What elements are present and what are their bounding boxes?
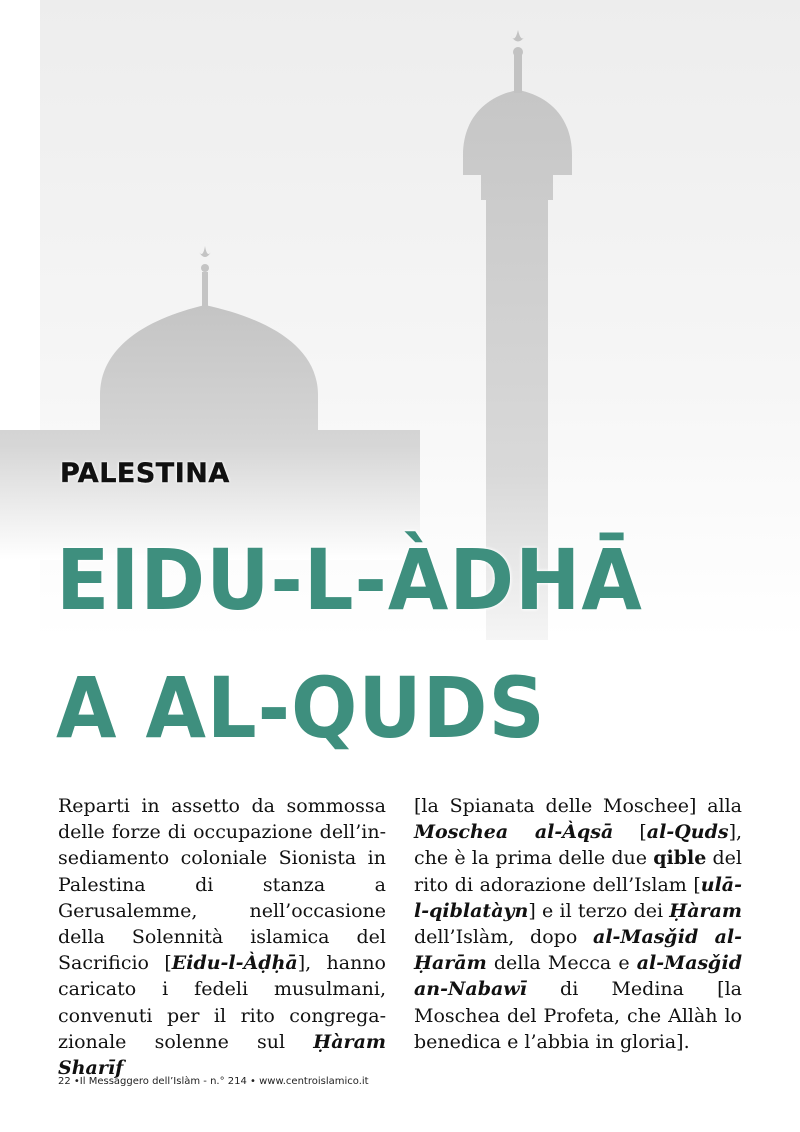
col2-text: di Medina [la Moschea del Profeta, che Allàh lo benedica e l’abbia in gloria].: [414, 978, 742, 1053]
col2-text: ], che è la prima delle due: [414, 821, 743, 870]
term-ula-l-qiblatayn: ulā-l-qiblatàyn: [414, 873, 742, 922]
term-eid-al-adha: Eidu-l-Àḍḥā: [171, 952, 298, 975]
col2-text: del rito di adorazione dell’Islam [: [414, 847, 742, 896]
col2-text: dell’Islàm, dopo: [414, 926, 594, 949]
term-qible: qible: [653, 847, 707, 870]
col1-text: ], hanno caricato i fedeli musulmani, convenuti per il rito congregazionale solenne sul: [58, 952, 386, 1053]
section-kicker: PALESTINA: [60, 458, 230, 489]
col2-text: della Mecca e: [486, 952, 637, 975]
col2-text: [la Spianata delle Moschee] alla: [414, 795, 742, 817]
term-masgid-an-nabawi: al-Masǧid an-Nabawī: [414, 952, 742, 1001]
col1-text: Reparti in assetto da sommossa delle forze di occupazione dell’insediamento coloniale Sionista in Palestina di stanza a Gerusalemme, nell’occasione della Solennità islamica del Sacrificio [: [58, 795, 386, 975]
term-haram-sharif: Ḥàram Sharīf: [58, 1030, 386, 1080]
article-column-1: [58, 793, 386, 1081]
term-haram: Ḥàram: [669, 899, 742, 922]
col2-text: [: [613, 821, 647, 844]
term-al-quds: al-Quds: [646, 821, 729, 844]
article-column-2: [414, 793, 742, 1055]
headline-line-1: EIDU-L-ÀDHĀ: [56, 531, 643, 629]
col2-text: ] e il terzo dei: [528, 899, 670, 922]
term-masgid-al-haram: al-Masǧid al-Ḥarām: [414, 926, 742, 975]
page-footer: 22 •Il Messaggero dell’Islàm - n.° 214 • www.centroislamico.it: [58, 1076, 369, 1087]
headline-line-2: A AL-QUDS: [56, 659, 546, 757]
term-moschea-al-aqsa: Moschea al-Àqsā: [414, 821, 614, 844]
